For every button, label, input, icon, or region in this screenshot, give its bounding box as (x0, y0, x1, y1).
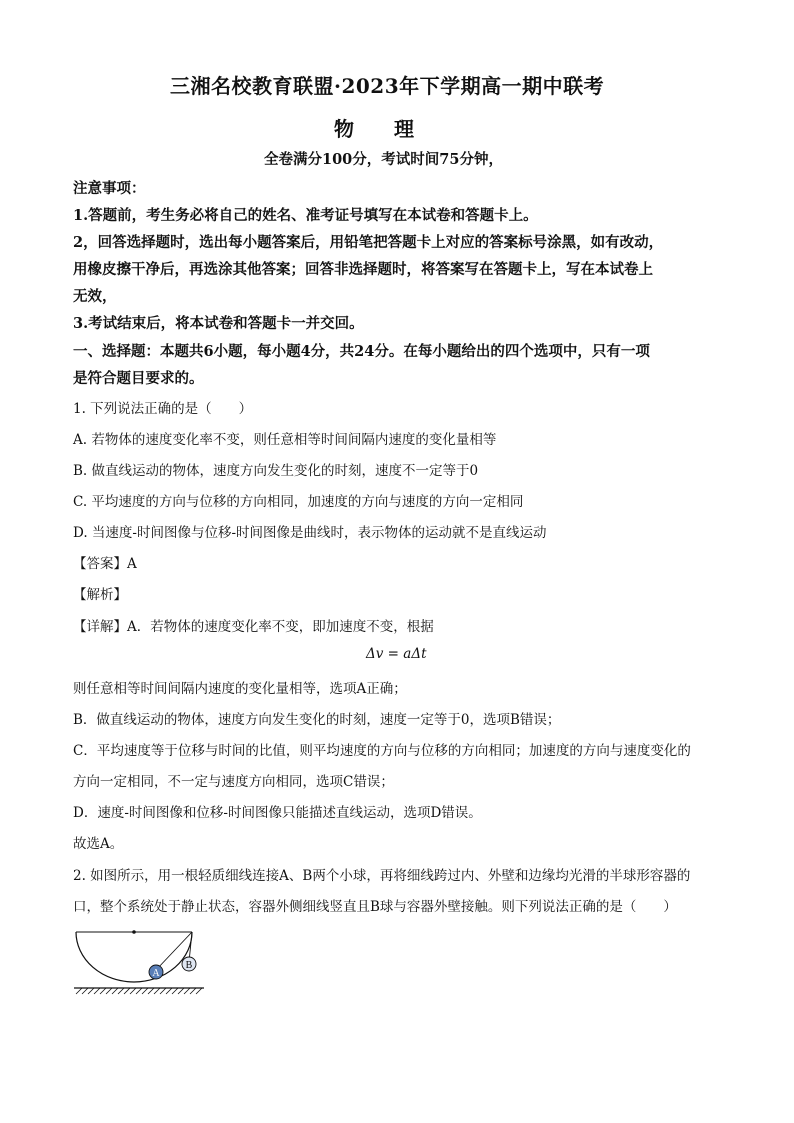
q1-conclusion: 故选A。 (73, 836, 124, 852)
bowl-center-dot (132, 930, 136, 934)
bowl-outer-arc (76, 932, 192, 982)
q1-detail-d: D．速度-时间图像和位移-时间图像只能描述直线运动，选项D错误。 (73, 805, 482, 821)
exam-info: 全卷满分100分，考试时间75分钟， (264, 151, 503, 168)
q1-analysis-label: 【解析】 (73, 587, 127, 603)
q1-detail-c-line-1: C．平均速度等于位移与时间的比值，则平均速度的方向与位移的方向相同；加速度的方向与速度变化的 (73, 743, 691, 759)
q1-detail-a: 则任意相等时间间隔内速度的变化量相等，选项A正确； (73, 681, 407, 697)
q2-figure (72, 926, 206, 996)
section-heading-line-2: 是符合题目要求的。 (73, 370, 204, 387)
q1-formula: Δv = aΔt (366, 646, 427, 662)
note-item-3: 3.考试结束后，将本试卷和答题卡一并交回。 (73, 315, 364, 332)
q1-detail-intro: 【详解】A．若物体的速度变化率不变，即加速度不变，根据 (73, 619, 434, 635)
q1-answer: 【答案】A (73, 556, 137, 572)
note-item-2-line-2: 用橡皮擦干净后，再选涂其他答案；回答非选择题时，将答案写在答题卡上，写在本试卷上 (73, 261, 653, 278)
q1-option-a: A. 若物体的速度变化率不变，则任意相等时间间隔内速度的变化量相等 (73, 432, 497, 448)
q1-stem: 1. 下列说法正确的是（ ） (73, 401, 253, 417)
q2-stem-line-1: 2. 如图所示，用一根轻质细线连接A、B两个小球，再将细线跨过内、外壁和边缘均光滑的半球形容器的 (73, 868, 691, 884)
notes-heading: 注意事项： (73, 180, 146, 197)
note-item-2-line-3: 无效， (73, 288, 117, 305)
q1-option-d: D. 当速度-时间图像与位移-时间图像是曲线时，表示物体的运动就不是直线运动 (73, 525, 547, 541)
section-heading-line-1: 一、选择题：本题共6小题，每小题4分，共24分。在每小题给出的四个选项中，只有一项 (73, 343, 650, 360)
ball-a-label: A (152, 968, 160, 979)
ground-hatching (76, 988, 202, 994)
note-item-2-line-1: 2，回答选择题时，选出每小题答案后，用铅笔把答题卡上对应的答案标号涂黑，如有改动， (73, 234, 664, 251)
q1-detail-c-line-2: 方向一定相同，不一定与速度方向相同，选项C错误； (73, 774, 394, 790)
subject-title: 物 理 (334, 117, 414, 141)
page-title: 三湘名校教育联盟·2023年下学期高一期中联考 (170, 74, 605, 98)
q1-option-c: C. 平均速度的方向与位移的方向相同，加速度的方向与速度的方向一定相同 (73, 494, 524, 510)
q2-stem-line-2: 口，整个系统处于静止状态，容器外侧细线竖直且B球与容器外壁接触。则下列说法正确的是（ ） (73, 899, 677, 915)
q1-option-b: B. 做直线运动的物体，速度方向发生变化的时刻，速度不一定等于0 (73, 463, 479, 479)
q1-detail-b: B．做直线运动的物体，速度方向发生变化的时刻，速度一定等于0，选项B错误； (73, 712, 561, 728)
ball-b-label: B (185, 960, 193, 971)
note-item-1: 1.答题前，考生务必将自己的姓名、准考证号填写在本试卷和答题卡上。 (73, 207, 538, 224)
